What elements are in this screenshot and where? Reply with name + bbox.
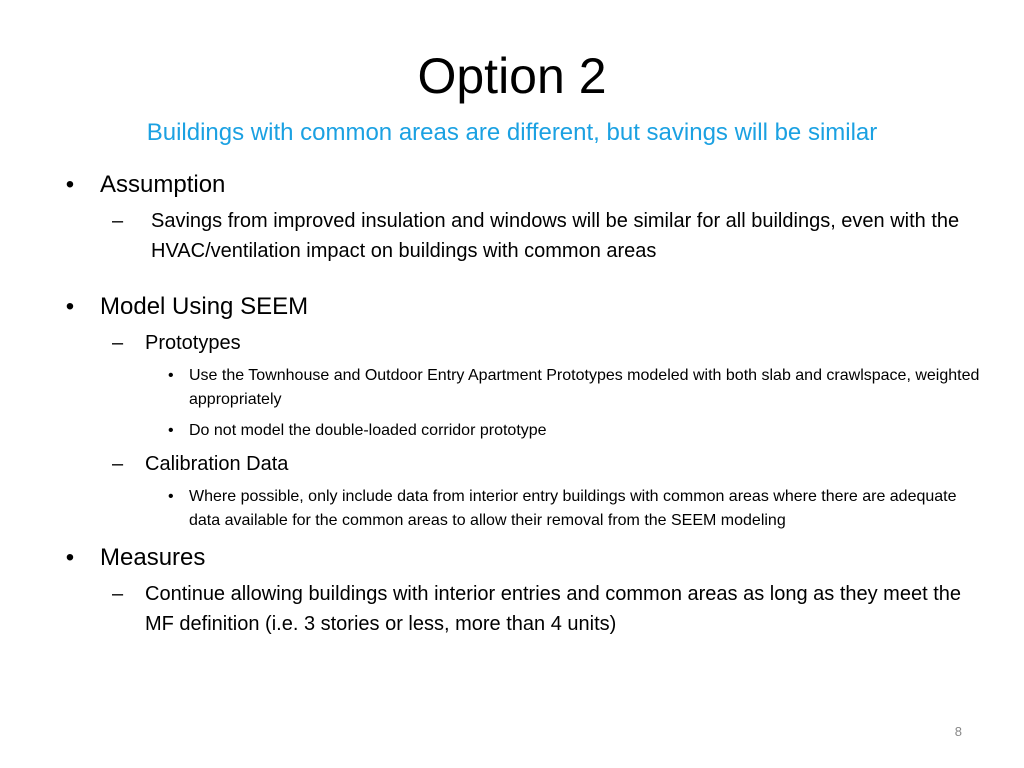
dash-marker: – bbox=[112, 583, 124, 605]
sub-sub-bullet-text: Use the Townhouse and Outdoor Entry Apartment Prototypes modeled with both slab and crawlspace, weighted appropriately bbox=[189, 367, 980, 408]
bullet-marker: • bbox=[168, 422, 174, 439]
bullet-text: Assumption bbox=[100, 171, 226, 198]
bullet-marker: • bbox=[168, 488, 174, 505]
dash-marker: – bbox=[112, 210, 124, 232]
bullet-measures bbox=[60, 541, 980, 575]
sub-sub-bullet-townhouse bbox=[60, 364, 980, 412]
bullet-marker: • bbox=[168, 367, 174, 384]
bullet-marker: • bbox=[65, 171, 75, 198]
sub-bullet-text: Savings from improved insulation and windows will be similar for all buildings, even with the HVAC/ventilation impact on buildings with common areas bbox=[151, 210, 960, 262]
bullet-text: Measures bbox=[100, 544, 206, 571]
bullet-assumption bbox=[60, 168, 980, 202]
bullet-list bbox=[60, 168, 980, 639]
dash-marker: – bbox=[112, 453, 124, 475]
slide-subtitle: Buildings with common areas are different, but savings will be similar bbox=[146, 119, 878, 146]
page-number: 8 bbox=[954, 724, 962, 739]
sub-bullet-text: Prototypes bbox=[145, 332, 241, 354]
sub-bullet-prototypes bbox=[60, 328, 980, 358]
sub-bullet-text: Calibration Data bbox=[145, 453, 289, 475]
sub-sub-bullet-text: Where possible, only include data from interior entry buildings with common areas where there are adequate data available for the common areas to allow their removal from the SEEM modeling bbox=[189, 488, 957, 529]
sub-bullet-calibration-data bbox=[60, 449, 980, 479]
sub-sub-bullet-text: Do not model the double-loaded corridor prototype bbox=[189, 422, 547, 439]
bullet-marker: • bbox=[65, 544, 75, 571]
bullet-text: Model Using SEEM bbox=[100, 293, 309, 320]
slide-title: Option 2 bbox=[417, 48, 607, 104]
sub-sub-bullet-corridor bbox=[60, 419, 980, 443]
dash-marker: – bbox=[112, 332, 124, 354]
bullet-model-using-seem bbox=[60, 290, 980, 324]
sub-bullet-savings bbox=[60, 206, 980, 266]
sub-bullet-continue-allowing bbox=[60, 579, 980, 639]
sub-bullet-text: Continue allowing buildings with interior entries and common areas as long as they meet the MF definition (i.e. 3 stories or less, more than 4 units) bbox=[145, 583, 962, 635]
bullet-marker: • bbox=[65, 293, 75, 320]
sub-sub-bullet-where-possible bbox=[60, 485, 980, 533]
